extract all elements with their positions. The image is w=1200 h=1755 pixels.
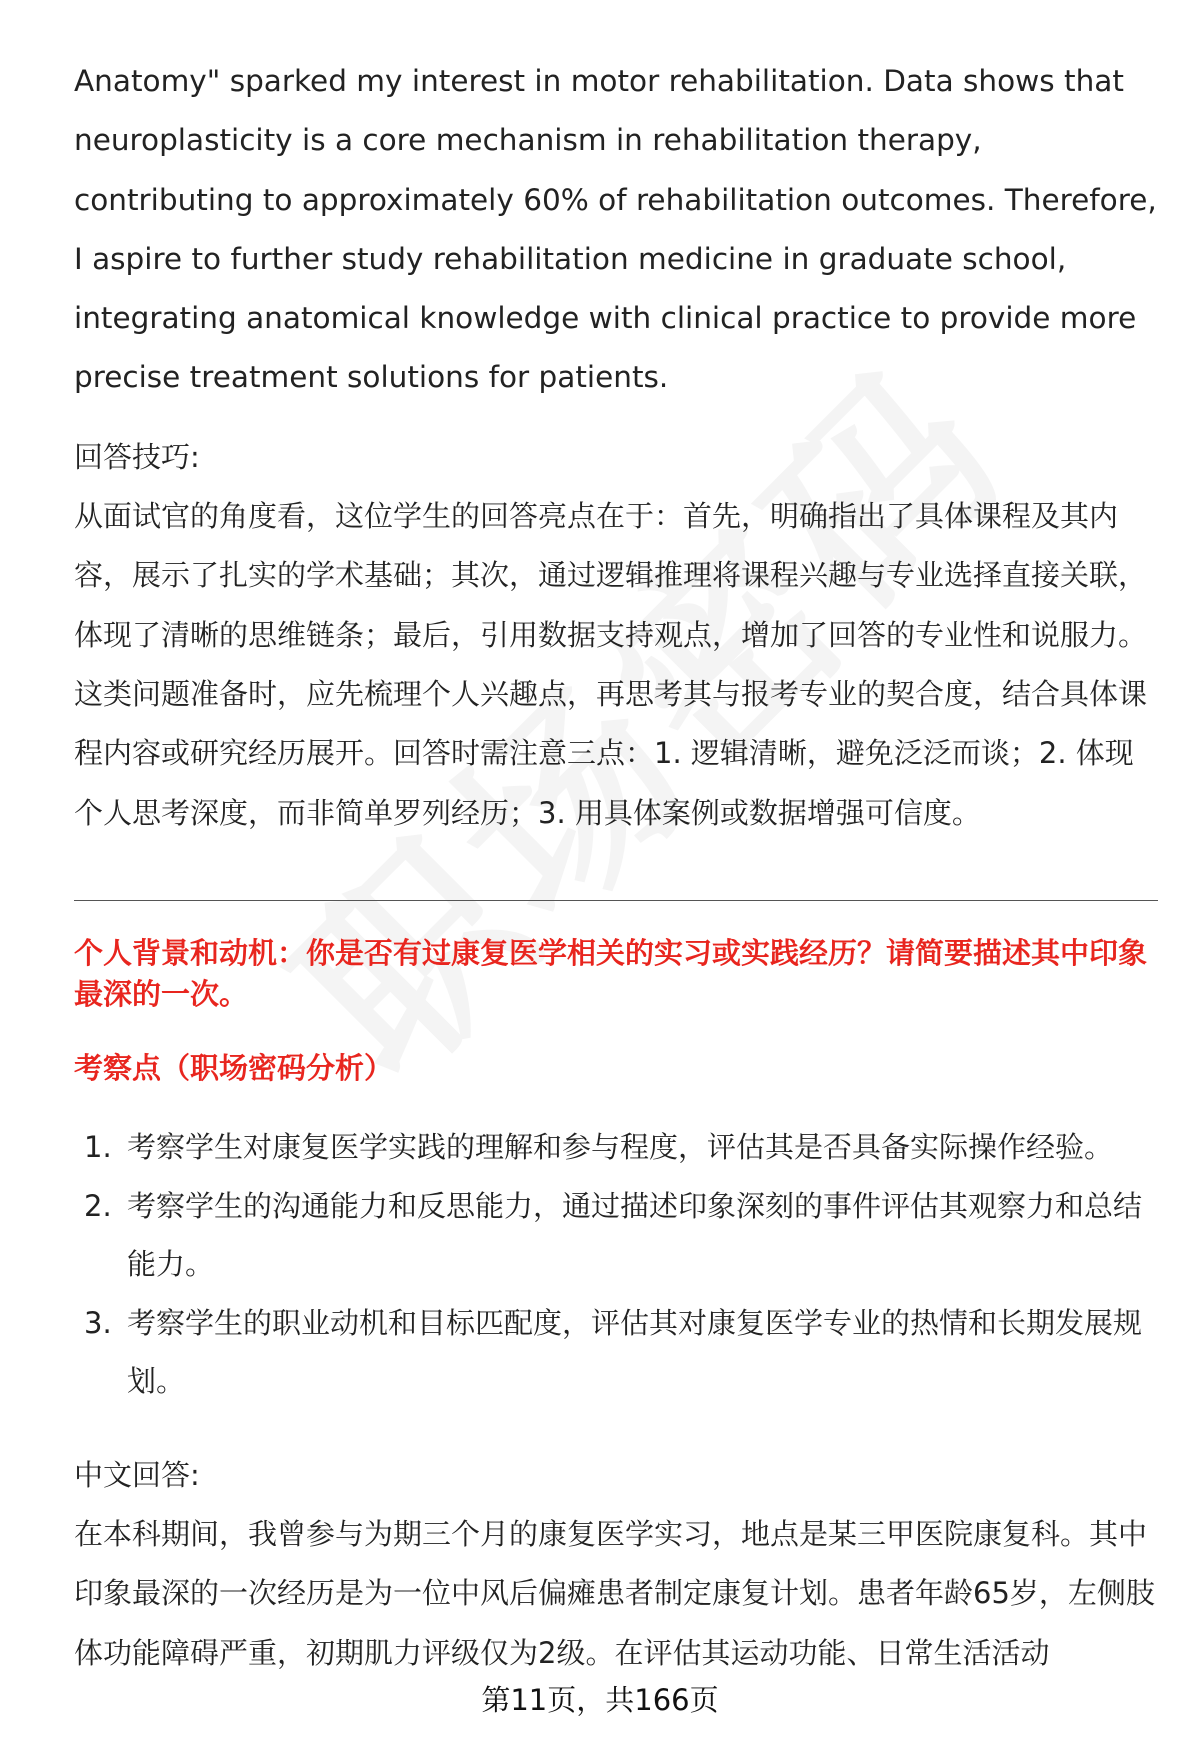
list-item-number: 3. <box>84 1305 112 1340</box>
focus-points-list <box>74 1118 1159 1411</box>
list-item-text: 考察学生的职业动机和目标匹配度，评估其对康复医学专业的热情和长期发展规划。 <box>127 1305 1143 1399</box>
list-item <box>74 1177 1159 1294</box>
page-number: 第11页，共166页 <box>481 1683 719 1717</box>
list-item-text: 考察学生对康复医学实践的理解和参与程度，评估其是否具备实际操作经验。 <box>127 1130 1114 1164</box>
list-item <box>74 1294 1159 1411</box>
list-item-number: 1. <box>84 1130 112 1164</box>
list-item <box>74 1118 1159 1177</box>
tips-label: 回答技巧: <box>74 439 200 474</box>
section-divider <box>74 900 1158 901</box>
english-answer-paragraph: Anatomy" sparked my interest in motor rehabilitation. Data shows that neuroplasticity is a core mechanism in rehabilitation therapy, contributing to approximately 60% of rehabilitation outcomes. Therefore, I aspire to further study rehabilitation medicine in graduate school, integrating anatomical knowledge with clinical practice to provide more precise treatment solutions for patients. <box>74 64 1157 395</box>
focus-points-title: 考察点（职场密码分析） <box>74 1051 394 1085</box>
list-item-number: 2. <box>84 1188 112 1223</box>
tips-paragraph: 从面试官的角度看，这位学生的回答亮点在于：首先，明确指出了具体课程及其内容，展示了扎实的学术基础；其次，通过逻辑推理将课程兴趣与专业选择直接关联，体现了清晰的思维链条；最后，引用数据支持观点，增加了回答的专业性和说服力。这类问题准备时，应先梳理个人兴趣点，再思考其与报考专业的契合度，结合具体课程内容或研究经历展开。回答时需注意三点：1. 逻辑清晰，避免泛泛而谈；2. 体现个人思考深度，而非简单罗列经历；3. 用具体案例或数据增强可信度。 <box>74 498 1148 830</box>
question-heading: 个人背景和动机：你是否有过康复医学相关的实习或实践经历？请简要描述其中印象最深的一次。 <box>74 936 1148 1011</box>
page-body <box>74 52 1159 843</box>
chinese-answer-paragraph: 在本科期间，我曾参与为期三个月的康复医学实习，地点是某三甲医院康复科。其中印象最深的一次经历是为一位中风后偏瘫患者制定康复计划。患者年龄65岁，左侧肢体功能障碍严重，初期肌力评级仅为2级。在评估其运动功能、日常生活活动 <box>74 1517 1155 1670</box>
chinese-answer-label: 中文回答: <box>74 1458 200 1492</box>
list-item-text: 考察学生的沟通能力和反思能力，通过描述印象深刻的事件评估其观察力和总结能力。 <box>127 1188 1143 1282</box>
